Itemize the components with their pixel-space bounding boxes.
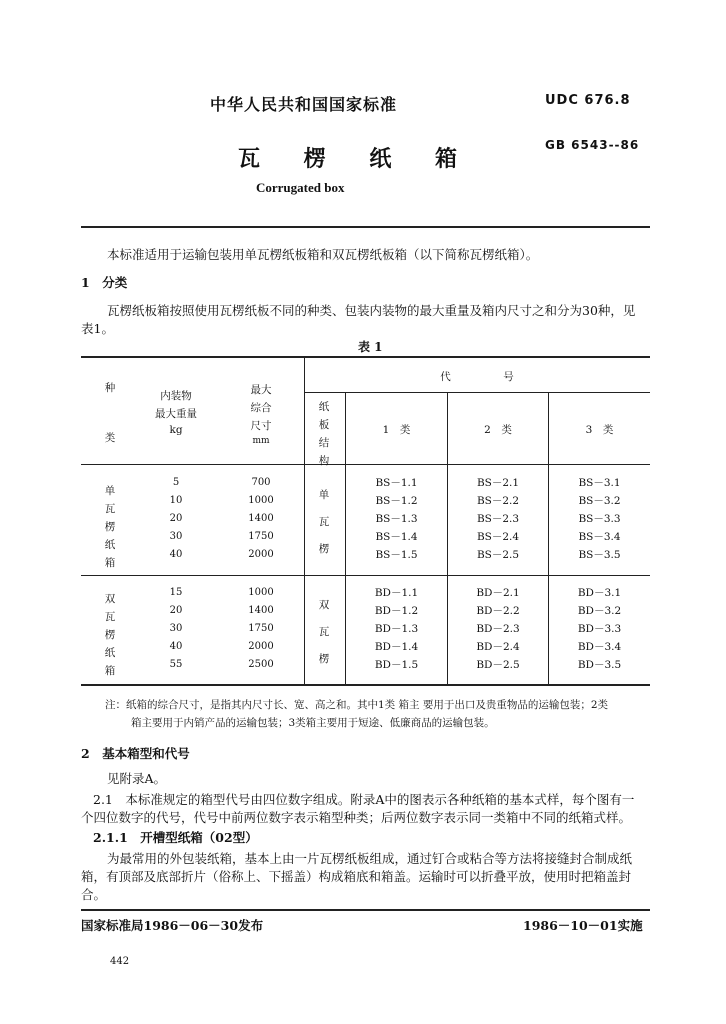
head-weight-l2: 最大重量 [155, 408, 197, 420]
head-class-1: 1 类 [382, 424, 411, 436]
group-single-class1: BS－1.1 BS－1.2 BS－1.3 BS－1.4 BS－1.5 [375, 477, 418, 561]
english-title: Corrugated box [256, 180, 345, 195]
section-2-1-1-line2: 箱，有顶部及底部折片（俗称上、下摇盖）构成箱底和箱盖。运输时可以折叠平放，使用时把箱盖封 [81, 869, 632, 884]
group-double-class3: BD－3.1 BD－3.2 BD－3.3 BD－3.4 BD－3.5 [577, 587, 622, 671]
head-class-2: 2 类 [484, 424, 512, 436]
head-class-3: 3 类 [585, 424, 614, 436]
section-1-paragraph-line2: 表1。 [81, 321, 114, 336]
section-1-heading: 1 分类 [81, 275, 128, 290]
table-vline-1 [304, 356, 305, 686]
group-double-class1: BD－1.1 BD－1.2 BD－1.3 BD－1.4 BD－1.5 [374, 587, 419, 671]
section-1-paragraph-line1: 瓦楞纸板箱按照使用瓦楞纸板不同的种类、包装内装物的最大重量及箱内尺寸之和分为30种，见 [107, 303, 636, 318]
group-single-sizes: 700 1000 1400 1750 2000 [248, 477, 274, 560]
group-double-weights: 15 20 30 40 55 [169, 587, 183, 670]
header-divider [81, 226, 650, 228]
section-2-1-1-line3: 合。 [81, 887, 107, 902]
group-single-weights: 5 10 20 30 40 [169, 477, 183, 560]
page-number: 442 [110, 956, 130, 967]
section-2-1-line2: 个四位数字的代号，代号中前两位数字表示箱型种类；后两位数字表示同一类箱中不同的纸箱式样。 [81, 810, 632, 825]
group-double-kind: 双 瓦 楞 纸 箱 [104, 593, 116, 677]
table-note-line1: 注：纸箱的综合尺寸，是指其内尺寸长、宽、高之和。其中1类 箱主 要用于出口及贵重物品的运输包装；2类 [105, 699, 609, 711]
section-2-see-annex: 见附录A。 [107, 771, 167, 786]
standard-org-heading: 中华人民共和国国家标准 [210, 95, 398, 114]
head-weight-l1: 内装物 [160, 390, 192, 402]
section-2-heading: 2 基本箱型和代号 [81, 746, 190, 761]
table-header-rule [81, 464, 650, 465]
table-top-rule [81, 356, 650, 358]
effective-date: 1986－10－01实施 [523, 918, 643, 933]
table-group-rule [81, 575, 650, 576]
head-size-unit: mm [252, 436, 270, 446]
group-double-sizes: 1000 1400 1750 2000 2500 [248, 587, 274, 670]
group-single-class3: BS－3.1 BS－3.2 BS－3.3 BS－3.4 BS－3.5 [578, 477, 621, 561]
table-bottom-rule [81, 684, 650, 686]
page-title: 瓦 楞 纸 箱 [238, 146, 475, 172]
section-2-1-line1: 2.1 本标准规定的箱型代号由四位数字组成。附录A中的图表示各种纸箱的基本式样，每个图有一 [93, 792, 635, 807]
head-board-structure: 纸 板 结 构 [318, 401, 330, 467]
group-single-class2: BS－2.1 BS－2.2 BS－2.3 BS－2.4 BS－2.5 [476, 477, 520, 561]
group-double-class2: BD－2.1 BD－2.2 BD－2.3 BD－2.4 BD－2.5 [476, 587, 520, 671]
head-kind-top: 种 [104, 382, 116, 394]
gb-code: GB 6543--86 [545, 138, 640, 152]
table-code-subrule [304, 392, 650, 393]
section-2-1-1-heading: 2.1.1 开槽型纸箱（02型） [93, 830, 258, 845]
group-double-board: 双 瓦 楞 [318, 599, 330, 665]
table-note-line2: 箱主要用于内销产品的运输包装；3类箱主要用于短途、低廉商品的运输包装。 [131, 717, 495, 729]
intro-paragraph: 本标准适用于运输包装用单瓦楞纸板箱和双瓦楞纸板箱（以下简称瓦楞纸箱）。 [107, 247, 539, 262]
udc-code: UDC 676.8 [545, 93, 631, 108]
footer-divider [81, 909, 650, 911]
group-single-kind: 单 瓦 楞 纸 箱 [104, 485, 116, 569]
classification-table [81, 356, 650, 686]
head-size-l3: 尺寸 [250, 420, 272, 432]
head-size-l1: 最大 [250, 384, 272, 396]
group-single-board: 单 瓦 楞 [318, 489, 330, 555]
issue-date: 国家标准局1986－06－30发布 [81, 918, 264, 933]
head-size-l2: 综合 [250, 402, 272, 414]
table-caption: 表 1 [358, 340, 383, 354]
head-code: 代 号 [440, 371, 514, 383]
section-2-1-1-line1: 为最常用的外包装纸箱，基本上由一片瓦楞纸板组成，通过钉合或粘合等方法将接缝封合制成纸 [107, 851, 633, 866]
head-kind-bottom: 类 [104, 432, 116, 444]
head-weight-unit: kg [169, 424, 183, 436]
